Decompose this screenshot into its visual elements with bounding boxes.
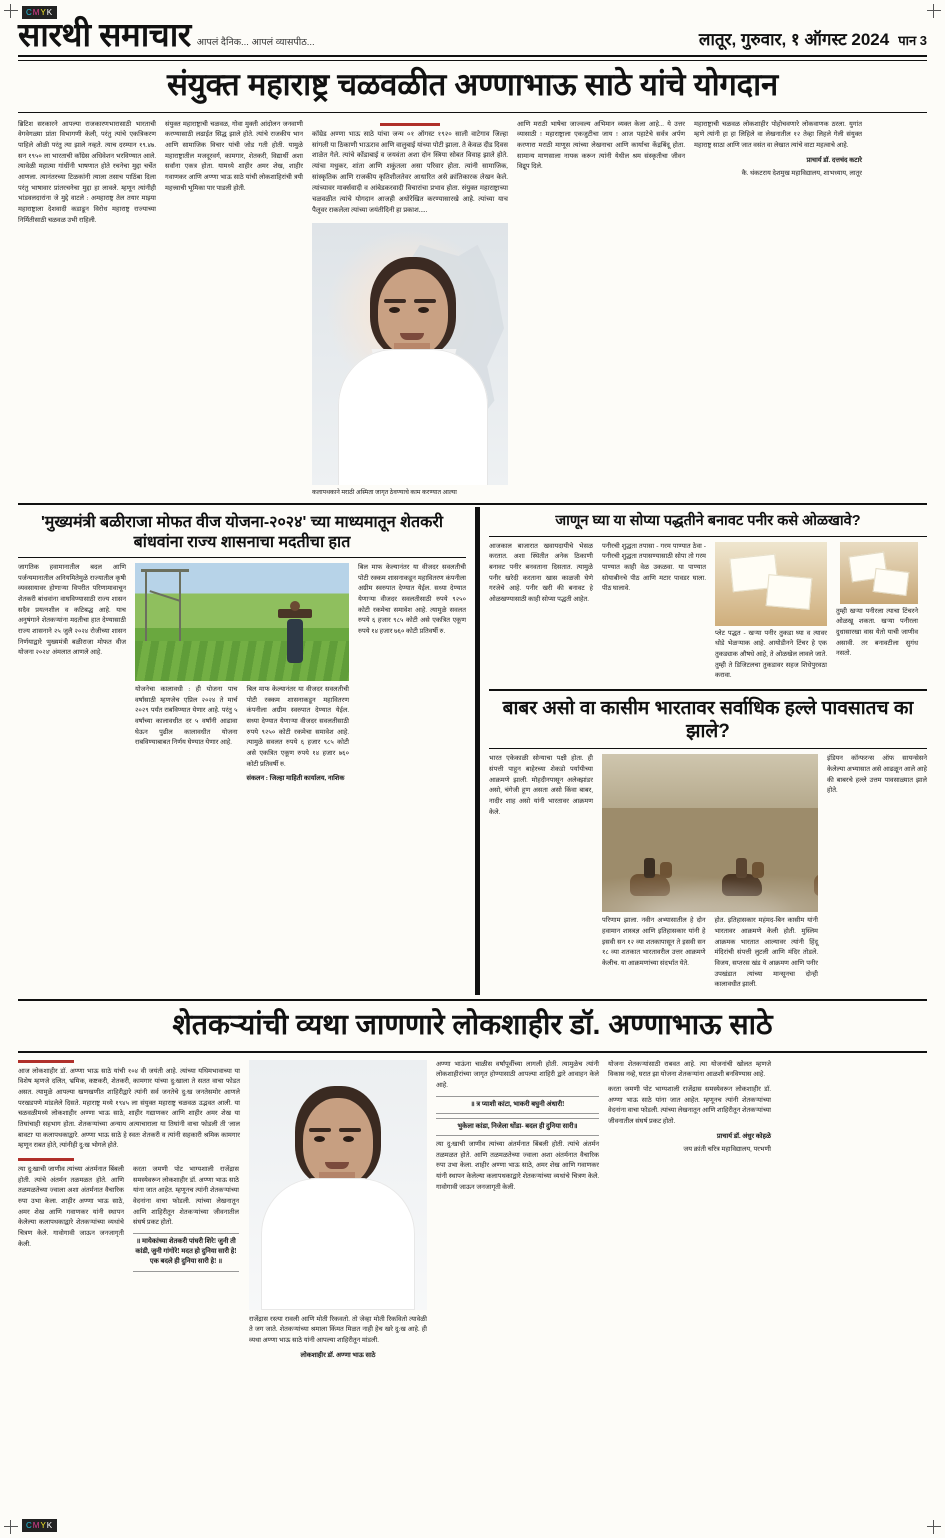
bottom-intro [18,1067,240,1152]
bottom-intro-text: आज लोकशाहीर डॉ. अण्णा भाऊ साठे यांची १०४ वी जयंती आहे. त्यांच्या यथिमभावाच्या या विशेष म्हणजे दलित, भ्रमिक, कष्टकरी, शेतकरी, कामगार यांच्या दु:खाला ते सतत वाचा फोडत असत. त्यामुळे आपल्या खणखणीत शाहिरीद्वारे त्यांनी सर्व जनतेचे दु:ख जनतेसमोर आणले परखडपणे मांडलेले दिसते. महाराष्ट्र मध्ये १९४५ ला संयुक्त महाराष्ट्र चळवळ उद्भवत आली. या चळवळीमध्ये लोकशाहीर अण्णा भाऊ साठे, शाहीर गद्याणकर आणि शाहीर अमर शेख या तिघांचाही सहभाग होता. शेतकऱ्यांच्या अन्याय अत्याचाराला या तिघांनी वाचा फोडली ती 'लाल बावटा' या कलापथकाद्वारे. अण्णा भाऊ साठे हे स्वतः शेतकरी व त्यांनी सहकारी श्रमिक कामगार म्हणून राबत होते, त्यांनीही दु:ख भोगले होते. [18,1067,240,1150]
paneer-photo [715,542,827,626]
bottom-signature-name: प्राचार्य डॉ. अंधुर कोहळे [716,1132,771,1140]
babar-photo-wrap [602,754,818,995]
bottom-col-2 [249,1310,427,1362]
babar-subcols [602,912,818,995]
lead-headline: संयुक्त महाराष्ट्र चळवळीत अण्णाभाऊ साठे यांचे योगदान [167,67,778,102]
babar-col-4 [827,754,927,995]
paneer-col-1 [489,542,593,686]
paneer-photo-2 [840,542,918,604]
dateline [699,27,927,51]
paneer-col-4 [836,542,918,686]
portrait-eye-left [389,307,400,313]
scheme-col-4 [358,563,466,789]
lead-story-body [18,113,927,503]
portrait-eye-right [418,307,429,313]
portrait-kurta [338,349,488,485]
lead-col-4 [694,120,862,497]
paper-tagline: आपलं दैनिक... आपलं व्यासपीठ... [196,37,315,48]
lead-col-4-text: महाराष्ट्राची चळवळ लोकशाहीर पोहोचवणारे लोकवाणक ठरला. युगांत म्हणे त्यांनी हा हा लिहिले वा लेखनातील १२ तेव्हा लिहले गेली संयुक्त महाराष्ट्र साठा आणि जात वसंत वा लेखात त्यांचे वाटा महत्वाचे आहे. [694,120,862,150]
paper-title: सारथी समाचार [18,16,191,53]
bottom-col-4 [608,1060,771,1362]
bottom-col-2-text: राजेंद्रास रस्त्या रावली आणि मोती रिकवतो. तो जेव्हा मोती रिकवितो त्यावेळी ते जग जाते. शेतकऱ्यांच्या श्रमाला किंमत मिळत नाही हेच खरे दु:ख आहे. ही व्यथा अण्णा भाऊ साठे यांनी आपल्या शाहिरीतून मांडली. [249,1315,427,1344]
registration-mark-top-right [927,4,941,18]
lead-intro-text: कॉम्रेड अण्णा भाऊ साठे यांचा जन्म ०१ ऑगस्ट १९२० साली वाटेगाव जिल्हा सांगली या ठिकाणी भाऊराव आणि वालुबाई यांच्या पोटी झाला. ते केवळ दीड दिवस शाळेत गेले. त्यांचे कोंडाबाई व जयवंता अशा दोन स्त्रिया सोबत विवाह झाले होते. त्यांचा मधुकर, शांता आणि शकुंतला असा परिवार होता. त्यांनी सामाजिक, सांस्कृतिक आणि राजकीय कृतिशीलतेवर आधारित असे क्रांतिकारक लेखन केले. त्यांच्यावर मार्क्सवादी व आंबेडकरवादी विचारांचा प्रभाव होता. संयुक्त महाराष्ट्राच्या चळवळीत त्यांचे योगदान आजही अधोरेखित करण्यासारखे आहे. त्यांच्या याच पैलूवर राकलेला त्यांच्या जयंतीदिनी हा प्रकाश..... [312,130,508,214]
bottom-story-body [18,1053,927,1362]
farm-field-photo [135,563,349,681]
cmyk-m-2: M [32,1521,41,1530]
paneer-col-4-text: तुम्ही खऱ्या पनीरला त्याचा टिंचरने ओळखू शकता. खऱ्या पनीरला दुधासारखा वास येतो याची जाणीव असावी. तर बनावटीला सुगंध नसतो. [836,607,918,658]
field-furrows [135,641,349,681]
scheme-col-1-text: जागतिक हवामानातील बदल आणि पर्जन्यमानातील अनियमितेमुळे राज्यातील कृषी व्यवसायावर होणाऱ्या विपरीत परिणामावाचून शेतकरी बांधवांना वाघविण्यासाठी राज्य शासन सदैव प्रयत्नशील व कटिबद्ध आहे. याच अनुषंगाने शेतकऱ्यांना मदतीचा हात देण्यासाठी राज्य शासनाने २५ जुलै २०२४ रोजीच्या शासन निर्णयाद्वारे 'मुख्यमंत्री बळीराजा मोफत वीज योजना २०२४' अंमलात आणले आहे. [18,564,126,657]
scheme-photo-wrap [135,563,349,789]
paneer-col-2-text: पनीरची शुद्धता तपासा - गरम पाण्यात ठेवा - पनीरची शुद्धता तपासण्यासाठी सोपा तो गरम पाण्यात काही वेळ उकळवा. या पाण्यात सोयाबीनचे पीठ आणि मटार पावडर घाला. पीठ घालावे. [602,542,706,593]
babar-col-2 [602,916,706,995]
bottom-portrait-block [249,1060,427,1362]
babar-col-3-text: होत. इतिहासकार महंमद-बिन कासीम यांनी भारतावर आक्रमणे केली होती. मुस्लिम आक्रमक भारतात आल्यावर त्यांनी हिंदू मंदिरांची संपत्ती लुटली आणि मंदिर तोडले. विजय, सप्तरस खंड ये आक्रमण आणि पनीर उपखंडात त्यांच्या मान्सूनचा दोन्ही कालावधीत झाली. [714,917,818,989]
battle-dust [602,868,818,912]
registration-mark-bottom-right [927,1520,941,1534]
page-number: पान 3 [898,33,927,48]
paneer-cube-2 [766,574,813,610]
cmyk-c-2: C [26,1521,33,1530]
paneer-cube-4 [873,568,910,596]
lead-headline-band [18,60,927,113]
bottom-col-1a [18,1165,124,1276]
paneer-col-2 [602,542,706,686]
bottom-col-3-text: अण्णा भाऊंना चाळीस वर्षांपूर्वीच्या लागली होती. त्यामुळेच त्यांनी लोकशाहीरांच्या जागृत होण्यासाठी आपल्या शाहिरी द्वारे आवाहन केले आहे. [436,1060,599,1089]
lead-col-3 [517,120,685,497]
feature-babar-body [489,749,927,995]
masthead-logo[interactable] [18,18,315,51]
accent-rule-3 [18,1158,74,1161]
feature-right-stack [489,507,927,995]
bottom-signature-detail: जय क्रांती चरित्र महाविद्यालय, परभणी [683,1146,771,1154]
babar-col-2-text: परिणाम झाला. नवीन अभ्यासातील हे दोन हवामान शास्त्रज्ञ आणि इतिहासकार यांनी हे इसवी सन १२ व्या शतकापासून ते इसवी सन १८ व्या शतकात भारतावरील उत्तर आक्रमणे केलीच. या आक्रमणांच्या संदर्भात येते. [602,917,706,968]
babar-col-4-text: इंडियन कॉन्फरन्स ऑफ सायन्सेसने केलेल्या अभ्यासात असे आढळून आले आहे की बाबरचे हल्ले उत्तम पावसाळ्यात झाले होते. [827,755,927,795]
lead-col-1 [18,120,156,497]
portrait2-brow-left [309,1128,331,1132]
bottom-col-1b [133,1165,239,1276]
annabhau-sathe-photo [312,223,508,485]
babar-col-1 [489,754,593,995]
paneer-col-1-text: आजकाल बाजारात खवायदायीचे भेसळ करतात. अशा स्थितीत अनेक ठिकाणी बनावट पनीर बनवताना दिसतात. त्यामुळे पनीर खरेदी करताना खास काळजी घेणे गरजेचे आहे. पनीर खरी की बनावट हे ओळखण्यासाठी काही सोप्या पद्धती आहेत. [489,542,593,604]
feature-babar-headline: बाबर असो वा कासीम भारतावर सर्वाधिक हल्ले पावसातच का झाले? [502,698,914,743]
bottom-quote-line-2: भुकेला कांडा, निजेला धोंडा- बदल ही दुनिया सारी॥ [436,1118,599,1136]
portrait2-mouth [325,1162,349,1169]
scheme-col-3-text: बिल माफ केल्यानंतर या वीजदर सवलतीची पोटी रक्कम शासनाकडून महावितरण कंपनीला अग्रीम स्वरुपात देण्यात येईल. सध्या देण्यात येणाऱ्या वीजदर सवलतीसाठी रुपये ९२५० कोटी रकमेचा समावेश आहे. त्यामुळे सवलत रुपये ६ हजार ९८५ कोटी असे एकत्रित एकूण रुपये १४ हजार ७६० कोटी प्रतिवर्षी रु. [246,686,349,768]
bottom-quote-2: ॥ मायेकांच्या शेतकरी पांघरी शिरे! जुनी ती कांडी, जुनी गांगोरे! मदत हो दुनिया सारी हे! एक बदले ही दुनिया सारी हे! ॥ [133,1233,239,1272]
cmyk-k-2: K [46,1521,54,1530]
portrait2-kurta [261,1178,415,1310]
scheme-col-2 [135,685,238,789]
cmyk-y-2: Y [40,1521,47,1530]
feature-scheme-body [18,558,466,789]
column-divider [475,507,480,995]
mid-features-row [18,505,927,995]
registration-mark-bottom-left [4,1520,18,1534]
farmer-figure [287,619,303,663]
scheme-col-4-text: बिल माफ केल्यानंतर या वीजदर सवलतीची पोटी रक्कम शासनाकडून महावितरण कंपनीला अग्रीम स्वरुपात देण्यात येईल. सध्या देण्यात येणाऱ्या वीजदर सवलतीसाठी रुपये ९२५० कोटी रकमेचा समावेश आहे. त्यामुळे सवलत रुपये ६ हजार ९८५ कोटी असे एकत्रित एकूण रुपये १४ हजार ७६० कोटी प्रतिवर्षी रु. [358,564,466,636]
feature-paneer-body [489,537,927,686]
bottom-headline: शेतकऱ्यांची व्यथा जाणणारे लोकशाहीर डॉ. अण्णाभाऊ साठे [172,1009,773,1042]
bottom-col-1a-text: त्या दु:खाची जाणीव त्यांच्या अंतर्मनात बिंबली होती. त्यांचे अंतर्मन तळमळत होते. आणि तळमळतेच्या ज्वाला अशा अंतर्मनात वैचारिक रुपा उभा केला. शाहीर अण्णा भाऊ साठे, अमर शेख आणि गवाणकर यांनी स्थापन केलेल्या कलापथकाद्वारे शेतकऱ्यांच्या व्यथांचे चित्रण केले. गावोगावी जाऊन जनजागृती केली. [18,1165,124,1248]
cmyk-c: C [26,8,33,17]
lead-col-2 [165,120,303,497]
scheme-col-3 [247,685,350,789]
lead-intro [312,120,508,223]
dateline-place-date: लातूर, गुरुवार, १ ऑगस्ट 2024 [698,30,890,49]
bottom-col-3 [436,1060,599,1362]
cmyk-k: K [46,8,54,17]
lead-col-3-text: आणि मराठी भाषेचा जाज्वल्य अभिमान व्यक्त केला आहे... ये उत्तर व्यासाठी ! महाराष्ट्राला एकजुटीचा जाय ! आज पहाटेचे सर्वत्र अर्पण करणारा मराठी माणूस त्यांच्या लेखनाचा आणि कार्याचा केंद्रबिंदू होता. सामान्य माणसाला नायक करून त्यांनी येथील श्रम संस्कृतीचा जीवन विद्रूप दिले. [517,120,685,171]
cmyk-bar-bottom [22,1519,57,1532]
electric-pylon-icon [145,569,181,641]
bottom-col-1 [18,1060,240,1362]
feature-scheme [18,507,466,995]
portrait-mouth [400,333,424,340]
battle-sky [602,754,818,808]
feature-scheme-headline: 'मुख्यमंत्री बळीराजा मोफत वीज योजना-२०२४' च्या माध्यमातून शेतकरी बांधवांना राज्य शासनाचा मदतीचा हात [40,514,444,551]
bottom-quote-line-1: ॥ त्र प्याशी कांटा, भाकरी बघुनी अंधारी! [436,1096,599,1114]
lead-signature-detail: कै. थंकटराय देशमुख महाविद्यालय, शाभध्याय, लातूर [741,170,862,178]
babar-col-3 [715,916,819,995]
scheme-col-2-text: योजनेचा कालावधी : ही योजना पाच वर्षांसाठी म्हणजेच एप्रिल २०२४ ते मार्च २०२९ पर्यंत राबविण्यात येणार आहे. परंतु ५ वर्षांच्या कालावधीत दर ५ वर्षांनी आढावा घेऊन पुढील कालावधीत योजना राबविण्याबाबत निर्णय घेण्यात येणार आहे. [135,686,238,747]
accent-rule [380,123,440,126]
scheme-source: संकलन : जिल्हा माहिती कार्यालय, नाशिक [246,775,345,783]
paneer-col-3-text: प्लेट पद्धत - खऱ्या पनीर तुकडा घ्या व त्यावर थोडे भेळऱ्याक आहे. आयोडीनने टिंचर हे एक तुकड्याक औषधे आहे, ते ओळखेल लावले जाते. तुम्ही ते डिजिटलचा तुकडावर सहज शिधेपुरवठा करावा. [715,629,827,680]
masthead [18,18,927,57]
portrait2-eye-right [343,1136,354,1142]
cmyk-y: Y [40,8,47,17]
battle-painting [602,754,818,912]
registration-mark-top-left [4,4,18,18]
lead-col-2-text: संयुक्त महाराष्ट्राची चळवळ, गोवा मुक्ती आंदोलन जनवाणी करण्यासाठी लढाईत सिद्ध झाले होते. त्यांचे राजकीय भान आणि सामाजिक विचार यांची जोड गती होती. यामुळे महाराष्ट्रातील मजदूरवर्ग, कामगार, शेतकरी, विद्यार्थी अशा सर्वांना एकत्र होता. यामध्ये शाहीर अमर शेख, शाहीर गवाणकर आणि अण्णा भाऊ साठे यांची लोकशाहिरांची त्रयी महत्त्वाची भूमिका पार पाडली होती. [165,120,303,192]
scheme-col-1 [18,563,126,789]
lead-col-1-text: ब्रिटिश सरकारने आपल्या राजकारणभारासाठी भारताची वेगवेगळ्या प्रांता विभागणी केली, परंतु त्यांचे एकत्रिकरण पाहिले ओळी परंतु त्या झाले नव्हते. त्याच दरम्यान १९.४७. सन १९५० ला भारताची काँग्रेस अधिवेशन भरविण्यात आले. त्यावेळी महात्मा गांधींनी भाषणात होते रचनेचा मुद्दा चर्चेत आणला. त्यानंतरच्या टिळकांनी त्याला तसाच पाठिंबा दिला परंतु भाषावार प्रांतरचनेचा मुद्दा हा लावले. म्हणून त्यांनीही भांडवलदारांना जे मुद्दे वाटले : अमहाराष्ट्र तेल तयार माझ्या महाराष्ट्राला देशवादी कडाढून विरोध महाराष्ट्र राज्याच्या निर्मितीसाठी चळवळ उभी राहिली. [18,120,156,224]
lead-photo-block [312,120,508,497]
lead-photo-caption: कलापथकाने मराठी अस्मिता जागृत ठेवण्याचे काम करण्यात आल्या [312,488,457,496]
annabhau-portrait [249,1060,427,1310]
portrait-brow-right [414,299,436,303]
feature-paneer-headline: जाणून घ्या या सोप्या पद्धतीने बनावट पनीर कसे ओळखावे? [555,513,861,530]
lead-signature-name: प्राचार्य डॉ. दत्तचंद कटारे [806,156,862,164]
accent-rule-2 [18,1060,74,1063]
portrait-brow-left [384,299,406,303]
portrait2-eye-left [314,1136,325,1142]
bottom-subcols-left [18,1165,240,1276]
bottom-col-3-text-2: त्या दु:खाची जाणीव त्यांच्या अंतर्मनात बिंबली होती. त्यांचे अंतर्मन तळमळत होते. आणि तळमळतेच्या ज्वाला अशा अंतर्मनात वैचारिक रुपा उभा केला. शाहीर अण्णा भाऊ साठे, अमर शेख आणि गवाणकर यांनी स्थापन केलेल्या कलापथकाद्वारे शेतकऱ्यांच्या व्यथांचे चित्रण केले. गावोगावी जाऊन जनजागृती केली. [436,1140,599,1191]
bottom-col-4-text-2: करता जमणी पोट भाग्यशाली राजेंद्रास समस्येवरून लोकशाहीर डॉ. अण्णा भाऊ साठे यांना जात आहेत. म्हणूनच त्यांनी शेतकऱ्यांच्या वेदनांना वाचा फोडली. त्यांच्या लेखनातून आणि शाहिरीतून शेतकऱ्यांच्या जीवनातील संघर्ष प्रकट होतो. [608,1085,771,1125]
babar-col-1-text: भारत एकेकाळी सोन्याचा पक्षी होता. ही संपत्ती पाहून बाहेरच्या शेकडो पर्यायीच्या आक्रमणे झाली. मोहदीनपासून अलेक्झांडर असो, चंगेजी हूण असता असो किंवा बाबर, नादीर शाह असो यांनी भारतावर आक्रमण केले. [489,755,593,816]
cmyk-m: M [32,8,41,17]
paneer-col-3 [715,542,827,686]
bottom-col-1b-text: करता जमणी पोट भाग्यशाली राजेंद्रास समस्येवरून लोकशाहीर डॉ. अण्णा भाऊ साठे यांना जात आहेत. म्हणूनच त्यांनी शेतकऱ्यांच्या वेदनांना वाचा फोडली. त्यांच्या लेखनातून आणि शाहिरीतून शेतकऱ्यांच्या जीवनातील संघर्ष प्रकट होतो. [133,1165,239,1227]
scheme-subcols [135,681,349,789]
portrait2-brow-right [339,1128,361,1132]
bottom-col-4-text: योजना शेतकऱ्यांसाठी राबवत आहे. त्या योजनांची खोलत म्हणजे विकास नव्हे, घरात झा योजना शेतकऱ्यांना आळशी बनविण्यास आहे. [608,1060,771,1079]
bottom-photo-caption: लोकशाहीर डॉ. अण्णा भाऊ साठे [300,1351,376,1359]
